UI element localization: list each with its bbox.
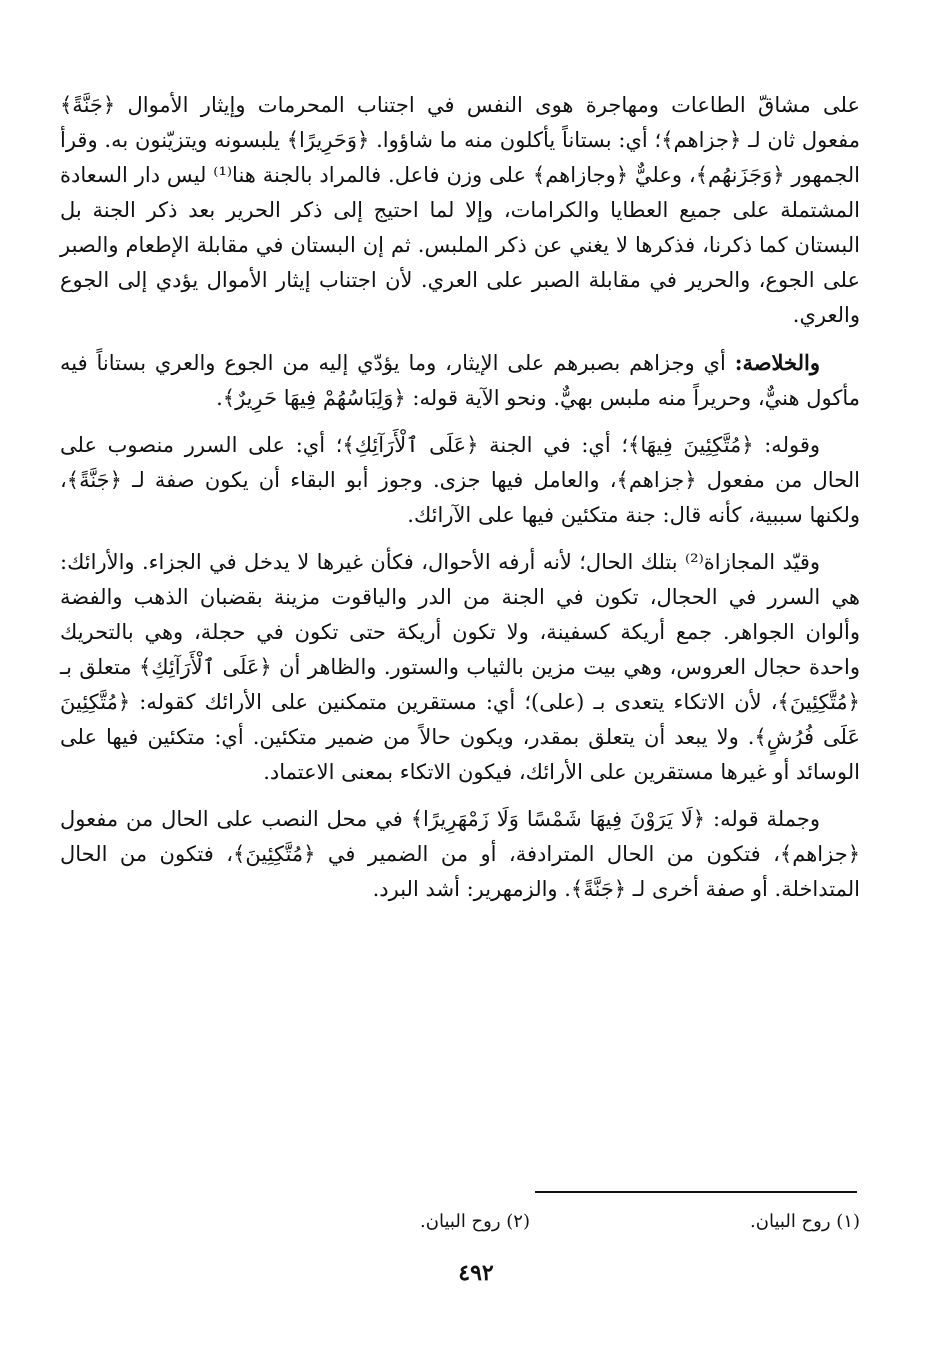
footnotes [60,1208,860,1236]
summary-text: أي وجزاهم بصبرهم على الإيثار، وما يؤدّي إليه من الجوع والعري بستاناً فيه مأكول هنيٌّ، وحريراً منه ملبس بهيٌّ. ونحو الآية قوله: ﴿وَلِبَاسُهُمْ فِيهَا حَرِيرٌ﴾. [60,351,860,410]
paragraph-1: على مشاقّ الطاعات ومهاجرة هوى النفس في اجتناب المحرمات وإيثار الأموال ﴿جَنَّةً﴾ مفعول ثان لـ ﴿جزاهم﴾؛ أي: بستاناً يأكلون منه ما شاؤوا. ﴿وَحَرِيرًا﴾ يلبسونه ويتزيّنون به. وقرأ الجمهور ﴿وَجَزَنهُم﴾، وعليٌّ ﴿وجازاهم﴾ على وزن فاعل. فالمراد بالجنة هنا⁽¹⁾ ليس دار السعادة المشتملة على جميع العطايا والكرامات، وإلا لما احتيج إلى ذكر الحرير بعد ذكر الجنة بل البستان كما ذكرنا، فذكرها لا يغني عن ذكر الملبس. ثم إن البستان في مقابلة الإطعام والصبر على الجوع، والحرير في مقابلة الصبر على العري. لأن اجتناب إيثار الأموال يؤدي إلى الجوع والعري. [60,93,860,327]
footnote-divider [535,1191,857,1193]
footnote-1: (١) روح البيان. [750,1211,860,1232]
paragraph-4: وقيّد المجازاة⁽²⁾ بتلك الحال؛ لأنه أرفه الأحوال، فكأن غيرها لا يدخل في الجزاء. والأرائك: هي السرر في الحجال، تكون في الجنة من الدر والياقوت مزينة بقضبان الذهب والفضة وألوان الجواهر. جمع أريكة كسفينة، ولا تكون أريكة حتى تكون في حجلة، وهي بالتحريك واحدة حجال العروس، وهي بيت مزين بالثياب والستور. والظاهر أن ﴿عَلَى ٱلْأَرَآئِكِ﴾ متعلق بـ ﴿مُتَّكِئِينَ﴾، لأن الاتكاء يتعدى بـ (على)؛ أي: مستقرين متمكنين على الأرائك كقوله: ﴿مُتَّكِئِينَ عَلَى فُرُشٍ﴾. ولا يبعد أن يتعلق بمقدر، ويكون حالاً من ضمير متكئين. أي: متكئين فيها على الوسائد أو غيرها مستقرين على الأرائك، فيكون الاتكاء بمعنى الاعتماد. [60,550,860,784]
summary-label: والخلاصة: [734,350,820,375]
paragraph-2 [60,345,860,416]
footnote-2: (٢) روح البيان. [420,1211,530,1232]
paragraph-3: وقوله: ﴿مُتَّكِئِينَ فِيهَا﴾؛ أي: في الجنة ﴿عَلَى ٱلْأَرَآئِكِ﴾؛ أي: على السرر منصوب على الحال من مفعول ﴿جزاهم﴾، والعامل فيها جزى. وجوز أبو البقاء أن يكون صفة لـ ﴿جَنَّةً﴾، ولكنها سببية، كأنه قال: جنة متكئين فيها على الآرائك. [60,433,860,527]
paragraph-5: وجملة قوله: ﴿لَا يَرَوْنَ فِيهَا شَمْسًا وَلَا زَمْهَرِيرًا﴾ في محل النصب على الحال من مفعول ﴿جزاهم﴾، فتكون من الحال المترادفة، أو من الضمير في ﴿مُتَّكِئِينَ﴾، فتكون من الحال المتداخلة. أو صفة أخرى لـ ﴿جَنَّةً﴾. والزمهرير: أشد البرد. [60,807,860,901]
page-body [60,88,860,919]
page-number: ٤٩٢ [458,1260,494,1286]
